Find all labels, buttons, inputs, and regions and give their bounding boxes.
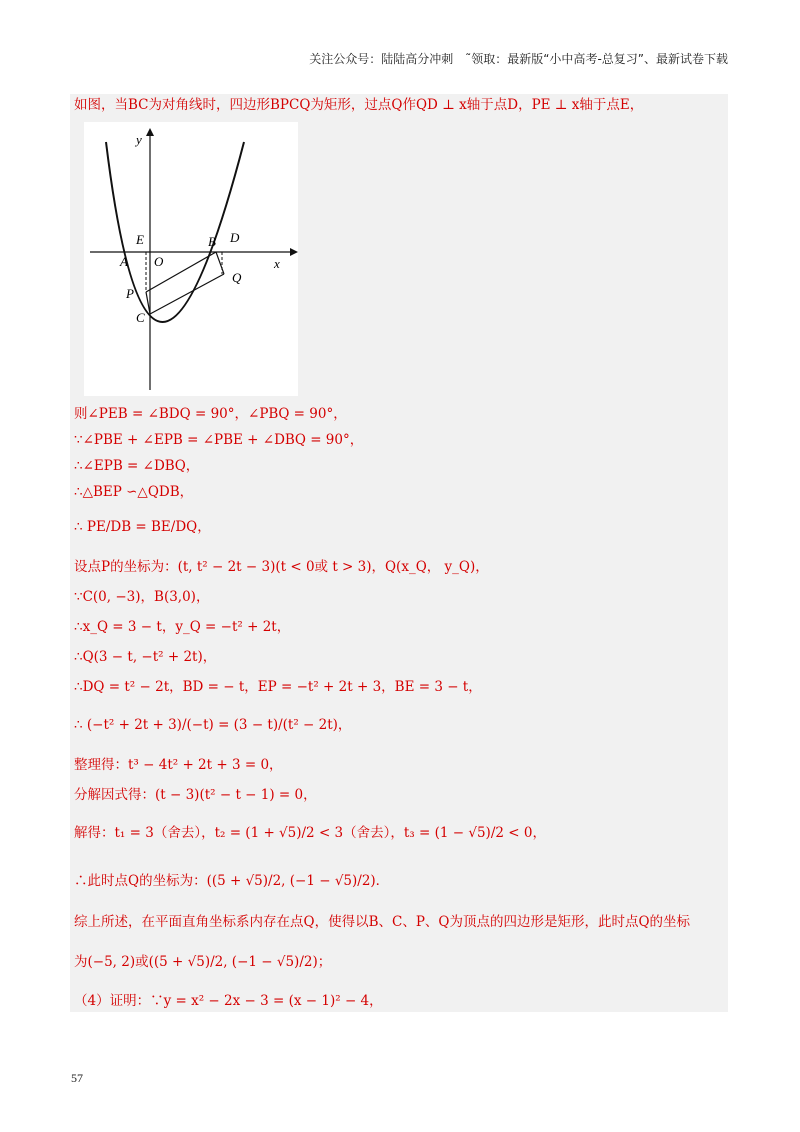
line-7: [74, 558, 489, 576]
line-4-text: ∴∠EPB = ∠DBQ，: [74, 458, 200, 474]
page-number: 57: [71, 1071, 83, 1085]
line-13: [74, 756, 283, 774]
line-16-text: ∴此时点Q的坐标为：((5 + √5)/2, (−1 − √5)/2)．: [74, 873, 390, 889]
line-9: [74, 618, 290, 636]
line-12: [74, 716, 351, 734]
label-c: C: [136, 310, 145, 325]
line-1-text: 如图，当BC为对角线时，四边形BPCQ为矩形，过点Q作QD ⊥ x轴于点D，PE ⊥ x轴于点E，: [74, 97, 644, 113]
line-19: [74, 992, 383, 1010]
line-3-text: ∵∠PBE + ∠EPB = ∠PBE + ∠DBQ = 90°，: [74, 432, 364, 448]
line-14: [74, 786, 317, 804]
label-y: y: [136, 132, 142, 147]
solution-content: [70, 94, 728, 1012]
line-15-text: 解得：t₁ = 3（舍去），t₂ = (1 + √5)/2 < 3（舍去），t₃ = (1 − √5)/2 < 0，: [74, 825, 546, 841]
label-d: D: [230, 230, 240, 245]
line-8-text: ∵C(0, −3)，B(3,0)，: [74, 589, 210, 605]
x-axis-arrow: [290, 248, 298, 256]
side-cq: [150, 274, 224, 314]
line-11-text: ∴DQ = t² − 2t，BD = − t，EP = −t² + 2t + 3，BE = 3 − t，: [74, 679, 482, 695]
line-4: [74, 457, 199, 475]
line-19-text: （4）证明：∵y = x² − 2x − 3 = (x − 1)² − 4，: [74, 993, 383, 1009]
y-axis-arrow: [146, 128, 154, 136]
line-11: [74, 678, 482, 696]
line-5-text: ∴△BEP ∽△QDB，: [74, 484, 194, 500]
line-12-text: ∴ (−t² + 2t + 3)/(−t) = (3 − t)/(t² − 2t)，: [74, 717, 352, 733]
parabola-graph: [84, 122, 298, 396]
line-14-text: 分解因式得：(t − 3)(t² − t − 1) = 0，: [74, 787, 317, 803]
line-9-text: ∴x_Q = 3 − t，y_Q = −t² + 2t，: [74, 619, 291, 635]
line-3: [74, 431, 363, 449]
line-18-text: 为(−5, 2)或((5 + √5)/2, (−1 − √5)/2)；: [74, 954, 332, 970]
line-10-text: ∴Q(3 − t, −t² + 2t)，: [74, 649, 217, 665]
line-10: [74, 648, 216, 666]
line-6-text: ∴ PE/DB = BE/DQ，: [74, 519, 211, 535]
parabola-figure: [84, 122, 298, 396]
page-header: 关注公众号：陆陆高分冲刺 ˜领取：最新版“小中高考-总复习”、最新试卷下载: [309, 52, 728, 66]
line-17-text: 综上所述，在平面直角坐标系内存在点Q，使得以B、C、P、Q为顶点的四边形是矩形，此时点Q的坐标: [74, 914, 691, 930]
line-8: [74, 588, 209, 606]
line-13-text: 整理得：t³ − 4t² + 2t + 3 = 0，: [74, 757, 283, 773]
line-17: [74, 913, 690, 931]
label-o: O: [154, 254, 164, 269]
line-5: [74, 483, 193, 501]
side-qb: [216, 252, 224, 274]
label-a: A: [120, 254, 128, 269]
label-e: E: [136, 232, 144, 247]
line-2-text: 则∠PEB = ∠BDQ = 90°，∠PBQ = 90°，: [74, 406, 347, 422]
label-p: P: [126, 286, 134, 301]
line-1: [74, 96, 643, 114]
label-q: Q: [232, 270, 242, 285]
line-16: [74, 872, 389, 890]
line-18: [74, 953, 331, 971]
label-b: B: [208, 234, 216, 249]
line-6: [74, 518, 211, 536]
line-15: [74, 824, 546, 842]
line-2: [74, 405, 347, 423]
label-x: x: [274, 256, 280, 271]
line-7-text: 设点P的坐标为：(t, t² − 2t − 3)(t < 0或 t > 3)，Q(x_Q， y_Q)，: [74, 559, 489, 575]
